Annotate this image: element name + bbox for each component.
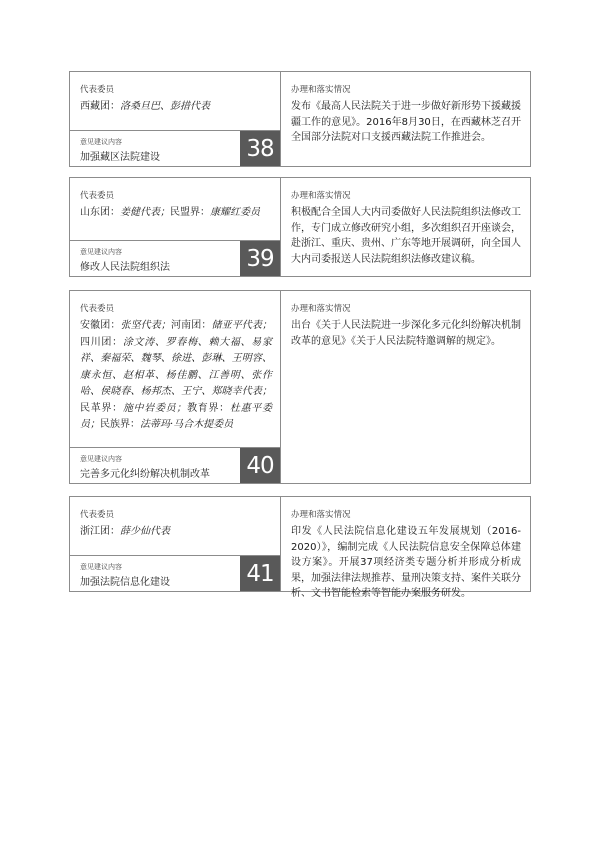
member-names: 杜惠平委员； — [80, 402, 273, 430]
delegation-name: 四川团： — [80, 336, 123, 348]
suggestion-title: 加强藏区法院建设 — [80, 152, 160, 163]
member-names: 法蒂玛·马合木提委员 — [140, 419, 234, 430]
suggestion-card-40 — [69, 290, 531, 484]
suggestion-footer — [70, 130, 280, 166]
delegation-name: 河南团： — [170, 320, 212, 331]
suggestion-label: 意见建议内容 — [80, 563, 122, 571]
delegation-name: 山东团： — [80, 207, 120, 218]
representatives-label: 代表委员 — [80, 191, 115, 201]
item-number: 41 — [240, 556, 280, 591]
member-names: 涂文涛、罗春梅、赖大福、易家祥、秦福荣、魏琴、徐进、彭琳、王明容、康永恒、赵相革、杨佳鹏、江善明、张作哈、侯晓春、杨邦杰、王宁、郑晓幸代表； — [80, 336, 273, 397]
member-names: 张坚代表； — [120, 320, 171, 331]
item-number: 38 — [240, 131, 280, 166]
representatives-panel — [70, 497, 281, 591]
implementation-panel — [281, 291, 530, 483]
member-names: 洛桑旦巴、彭措代表 — [120, 101, 210, 112]
implementation-panel — [281, 497, 530, 599]
representatives-panel — [70, 72, 281, 166]
representatives-label: 代表委员 — [80, 85, 115, 95]
member-names: 姜健代表； — [120, 207, 170, 218]
suggestion-title: 完善多元化纠纷解决机制改革 — [80, 469, 210, 480]
suggestion-label: 意见建议内容 — [80, 248, 122, 256]
implementation-text: 出台《关于人民法院进一步深化多元化纠纷解决机制改革的意见》《关于人民法院特邀调解的规定》。 — [291, 320, 521, 347]
implementation-panel — [281, 178, 530, 276]
delegation-name: 西藏团： — [80, 101, 120, 112]
member-names: 储亚平代表； — [211, 320, 273, 331]
delegation-name: 教育界： — [186, 402, 230, 414]
suggestion-title: 加强法院信息化建设 — [80, 577, 170, 588]
implementation-text: 发布《最高人民法院关于进一步做好新形势下援藏援疆工作的意见》。2016年8月30日，在西藏林芝召开全国部分法院对口支援西藏法院工作推进会。 — [291, 101, 521, 143]
representatives-list — [80, 99, 272, 116]
suggestion-title: 修改人民法院组织法 — [80, 262, 170, 273]
implementation-text: 积极配合全国人大内司委做好人民法院组织法修改工作，专门成立修改研究小组，多次组织召开座谈会，赴浙江、重庆、贵州、广东等地开展调研，向全国人大内司委报送人民法院组织法修改建议稿。 — [291, 207, 521, 265]
delegation-name: 民盟界： — [170, 207, 210, 218]
delegation-name: 浙江团： — [80, 526, 120, 537]
representatives-list — [80, 205, 272, 222]
delegation-name: 民革界： — [80, 402, 123, 414]
implementation-label: 办理和落实情况 — [291, 304, 351, 314]
suggestion-footer — [70, 240, 280, 276]
implementation-text: 印发《人民法院信息化建设五年发展规划（2016-2020）》，编制完成《人民法院信息安全保障总体建设方案》。开展37项经济类专题分析并形成分析成果，加强法律法规推荐、量刑决策支持、案件关联分析、文书智能检索等智能办案服务研发。 — [291, 526, 521, 599]
implementation-label: 办理和落实情况 — [291, 191, 351, 201]
member-names: 施中岩委员； — [122, 402, 187, 414]
delegation-name: 安徽团： — [80, 320, 121, 331]
delegation-name: 民族界： — [100, 419, 140, 430]
representatives-panel — [70, 178, 281, 276]
implementation-panel — [281, 72, 530, 166]
representatives-label: 代表委员 — [80, 510, 115, 520]
suggestion-card-39 — [69, 177, 531, 277]
suggestion-card-38 — [69, 71, 531, 167]
item-number: 39 — [240, 241, 280, 276]
item-number: 40 — [240, 448, 280, 483]
representatives-label: 代表委员 — [80, 304, 115, 314]
suggestion-label: 意见建议内容 — [80, 455, 122, 463]
suggestion-footer — [70, 447, 280, 483]
implementation-label: 办理和落实情况 — [291, 510, 351, 520]
representatives-panel — [70, 291, 281, 483]
member-names: 薛少仙代表 — [120, 526, 170, 537]
suggestion-card-41 — [69, 496, 531, 599]
representatives-list — [80, 318, 272, 434]
suggestion-footer — [70, 555, 280, 591]
implementation-label: 办理和落实情况 — [291, 85, 351, 95]
suggestion-label: 意见建议内容 — [80, 138, 122, 146]
member-names: 康耀红委员 — [210, 207, 260, 218]
representatives-list — [80, 524, 272, 541]
